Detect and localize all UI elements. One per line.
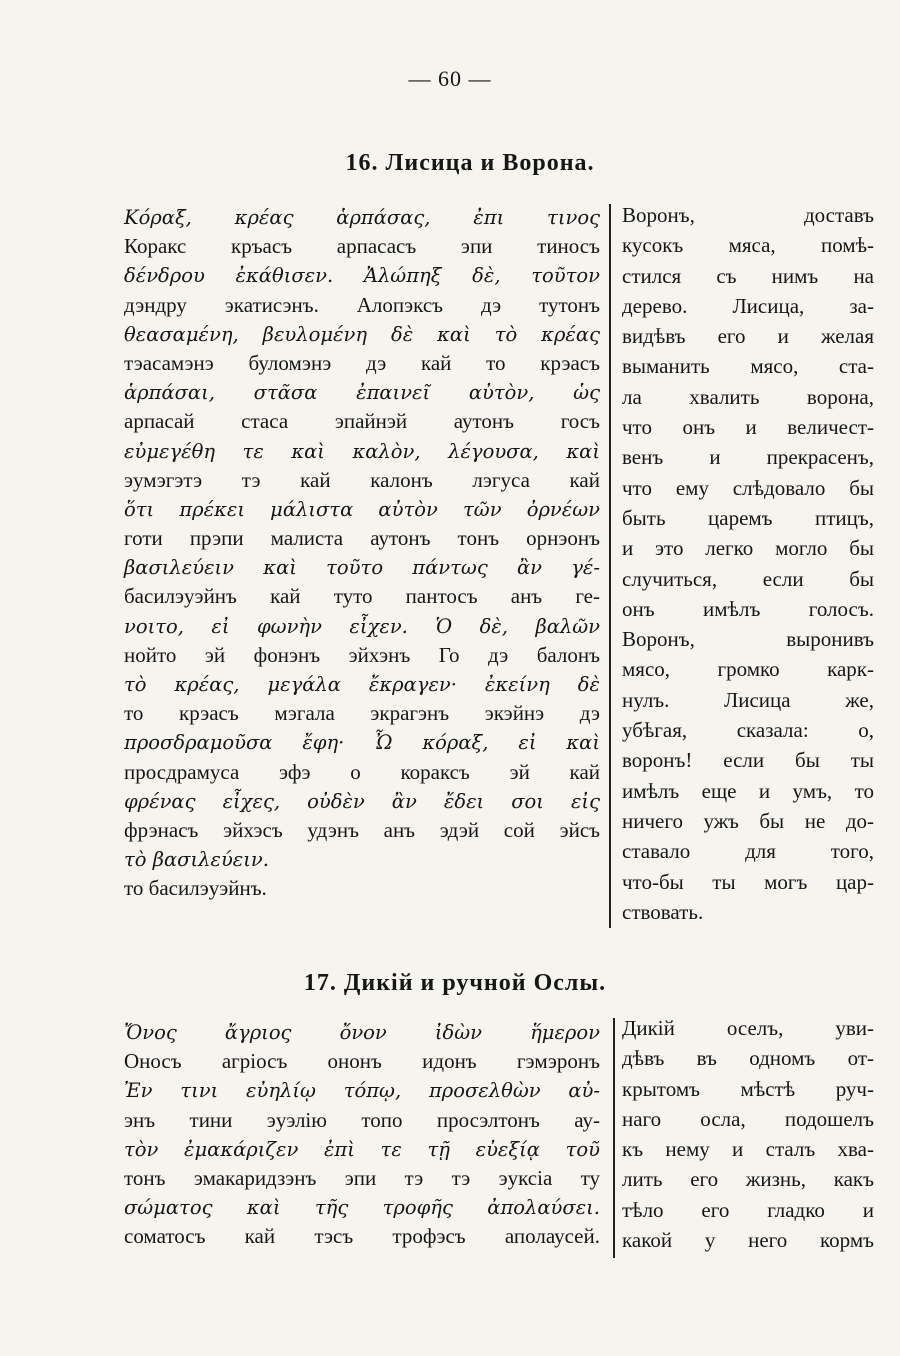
fable-16-title: 16. Лисица и Ворона.	[345, 150, 595, 176]
greek-text-line: ἁρπάσαι, στᾶσα ἐπαινεῖ αὐτὸν, ὡς	[124, 381, 600, 405]
translation-line: быть царемъ птицъ,	[622, 505, 874, 530]
greek-text-line: θεασαμένη, βευλομένη δὲ καὶ τὸ κρέας	[124, 322, 600, 346]
page-number: — 60 —	[408, 66, 492, 91]
translation-line: выманить мясо, ста-	[622, 354, 874, 379]
translation-line: что онъ и величест-	[622, 415, 874, 440]
translation-line: ничего ужъ бы не до-	[622, 808, 874, 833]
fable-16-greek-transliteration-column	[124, 203, 600, 904]
translation-line: венъ и прекрасенъ,	[622, 445, 874, 470]
translation-line: убѣгая, сказала: о,	[622, 718, 874, 743]
transliteration-line: то басилэуэйнъ.	[124, 876, 267, 901]
transliteration-line: тэасамэнэ буломэнэ дэ кай то крэасъ	[124, 350, 600, 375]
translation-line: случиться, если бы	[622, 566, 874, 591]
translation-line: Воронъ, выронивъ	[622, 627, 874, 652]
translation-line: крытомъ мѣстѣ руч-	[622, 1076, 874, 1101]
column-divider	[609, 204, 611, 928]
translation-line: воронъ! если бы ты	[622, 748, 874, 773]
greek-text-line: εὐμεγέθη τε καὶ καλὸν, λέγουσα, καὶ	[124, 439, 600, 463]
transliteration-line: тонъ эмакаридзэнъ эпи тэ тэ эуксіа ту	[124, 1165, 600, 1190]
transliteration-line: Коракс кръасъ арпасасъ эпи тиносъ	[124, 234, 600, 259]
column-divider	[613, 1018, 615, 1258]
greek-text-line: Κόραξ, κρέας ἁρπάσας, ἐπι τινος	[124, 206, 600, 229]
greek-text-line: σώματος καὶ τῆς τροφῆς ἀπολαύσει.	[124, 1196, 600, 1220]
translation-line: имѣлъ еще и умъ, то	[622, 778, 874, 803]
greek-text-line: ὅτι πρέκει μάλιστα αὐτὸν τῶν ὀρνέων	[124, 497, 600, 521]
translation-line: что-бы ты могъ цар-	[622, 869, 874, 894]
fable-17-title: 17. Дикій и ручной Ослы.	[303, 970, 607, 996]
greek-text-line: τὸν ἐμακάριζεν ἐπὶ τε τῇ εὐεξίᾳ τοῦ	[124, 1137, 600, 1161]
greek-text-line: φρένας εἶχες, οὐδὲν ἂν ἔδει σοι εἰς	[124, 789, 600, 813]
greek-text-line: τὸ κρέας, μεγάλα ἔκραγεν· ἐκείνη δὲ	[124, 673, 600, 696]
translation-line: Дикій оселъ, уви-	[622, 1016, 874, 1040]
translation-line: тѣло его гладко и	[622, 1197, 874, 1222]
transliteration-line: дэндру экатисэнъ. Алопэксъ дэ тутонъ	[124, 292, 600, 317]
translation-line: какой у него кормъ	[622, 1228, 874, 1253]
translation-line: кусокъ мяса, помѣ-	[622, 233, 874, 258]
transliteration-line: Оносъ агріосъ ононъ идонъ гэмэронъ	[124, 1049, 600, 1074]
translation-line: Воронъ, доставъ	[622, 203, 874, 227]
transliteration-line: арпасай стаса эпайнэй аутонъ госъ	[124, 409, 600, 434]
translation-line: дерево. Лисица, за-	[622, 293, 874, 318]
translation-line: къ нему и сталъ хва-	[622, 1137, 874, 1162]
translation-line: что ему слѣдовало бы	[622, 475, 874, 500]
greek-text-line: Ἐν τινι εὐηλίῳ τόπῳ, προσελθὼν αὐ-	[124, 1079, 600, 1103]
translation-line: ствовать.	[622, 899, 704, 924]
translation-line: ла хвалить ворона,	[622, 384, 874, 409]
transliteration-line: фрэнасъ эйхэсъ удэнъ анъ эдэй сой эйсъ	[124, 817, 600, 842]
translation-line: видѣвъ его и желая	[622, 324, 874, 349]
greek-text-line: προσδραμοῦσα ἔφη· Ὦ κόραξ, εἰ καὶ	[124, 731, 600, 755]
greek-text-line: τὸ βασιλεύειν.	[124, 848, 269, 872]
transliteration-line: басилэуэйнъ кай туто пантосъ анъ ге-	[124, 584, 600, 609]
fable-16-russian-translation-column	[622, 200, 874, 927]
greek-text-line: νοιτο, εἰ φωνὴν εἶχεν. Ὁ δὲ, βαλῶν	[124, 614, 600, 638]
transliteration-line: эумэгэтэ тэ кай калонъ лэгуса кай	[124, 467, 600, 492]
translation-line: онъ имѣлъ голосъ.	[622, 596, 874, 621]
transliteration-line: нойто эй фонэнъ эйхэнъ Го дэ балонъ	[124, 642, 600, 667]
translation-line: дѣвъ въ одномъ от-	[622, 1046, 874, 1071]
greek-text-line: δένδρου ἐκάθισεν. Ἀλώπηξ δὲ, τοῦτον	[124, 264, 600, 288]
translation-line: мясо, громко карк-	[622, 657, 874, 682]
translation-line: наго осла, подошелъ	[622, 1106, 874, 1131]
transliteration-line: готи прэпи малиста аутонъ тонъ орнэонъ	[124, 526, 600, 551]
fable-17-russian-translation-column	[622, 1013, 874, 1255]
transliteration-line: соматосъ кай тэсъ трофэсъ аполаусей.	[124, 1224, 600, 1249]
greek-text-line: Ὄνος ἄγριος ὄνον ἰδὼν ἥμερον	[124, 1021, 600, 1044]
translation-line: лить его жизнь, какъ	[622, 1167, 874, 1192]
translation-line: и это легко могло бы	[622, 536, 874, 561]
greek-text-line: βασιλεύειν καὶ τοῦτο πάντως ἂν γέ-	[124, 556, 600, 580]
translation-line: ставало для того,	[622, 839, 874, 864]
transliteration-line: то крэасъ мэгала экрагэнъ экэйнэ дэ	[124, 701, 600, 726]
transliteration-line: просдрамуса эфэ о кораксъ эй кай	[124, 759, 600, 784]
fable-17-greek-transliteration-column	[124, 1018, 600, 1252]
translation-line: стился съ нимъ на	[622, 263, 874, 288]
translation-line: нулъ. Лисица же,	[622, 687, 874, 712]
transliteration-line: энъ тини эуэлію топо просэлтонъ ау-	[124, 1107, 600, 1132]
